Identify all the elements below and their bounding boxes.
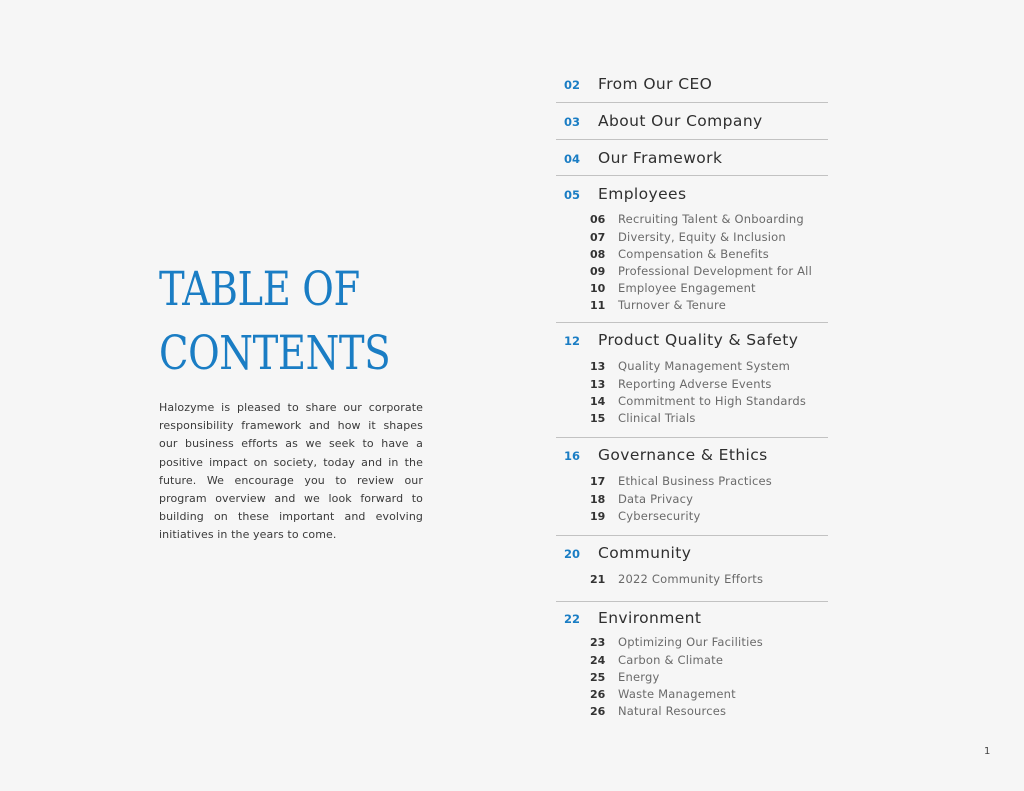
toc-subsection-title[interactable]: Reporting Adverse Events [618,377,772,391]
toc-subsection-title[interactable]: Waste Management [618,687,736,701]
toc-subsection[interactable] [590,394,806,408]
toc-subsection-title[interactable]: Recruiting Talent & Onboarding [618,212,804,226]
toc-section[interactable] [556,149,830,171]
toc-subsection[interactable] [590,298,726,312]
toc-section-heading[interactable] [556,185,830,207]
toc-section-page-number: 04 [564,152,581,166]
toc-subsection-title[interactable]: Cybersecurity [618,509,701,523]
toc-subsection-page-number: 25 [590,671,606,684]
toc-section-title[interactable]: From Our CEO [598,75,713,93]
toc-section-title[interactable]: Our Framework [598,149,723,167]
toc-section-heading[interactable] [556,75,830,97]
toc-section-heading[interactable] [556,331,830,353]
toc-subsection-page-number: 09 [590,265,606,278]
toc-subsection-title[interactable]: Turnover & Tenure [618,298,726,312]
toc-subsection-page-number: 18 [590,493,606,506]
toc-subsection[interactable] [590,572,763,586]
toc-subsection[interactable] [590,509,700,523]
toc-subsection-page-number: 21 [590,573,606,586]
toc-section-heading[interactable] [556,544,830,566]
toc-section[interactable] [556,544,830,586]
section-divider [556,139,828,140]
toc-subsection-page-number: 13 [590,360,606,373]
toc-section-page-number: 20 [564,547,581,561]
toc-subsection-title[interactable]: Optimizing Our Facilities [618,635,763,649]
toc-section-title[interactable]: Product Quality & Safety [598,331,799,349]
toc-subsection-page-number: 26 [590,688,606,701]
toc-subsection-page-number: 26 [590,705,606,718]
toc-subsection[interactable] [590,635,763,649]
toc-section-page-number: 22 [564,612,581,626]
page-title-line-1: TABLE OF [159,262,360,317]
toc-subsection-page-number: 14 [590,395,606,408]
toc-subsection[interactable] [590,492,693,506]
toc-subsection-title[interactable]: Quality Management System [618,359,791,373]
toc-section[interactable] [556,112,830,134]
toc-section-heading[interactable] [556,149,830,171]
toc-subsection[interactable] [590,264,812,278]
toc-subsection-title[interactable]: Compensation & Benefits [618,247,769,261]
toc-subsection-page-number: 07 [590,231,606,244]
toc-subsection-page-number: 24 [590,654,606,667]
toc-subsection-title[interactable]: Commitment to High Standards [618,394,807,408]
toc-section-heading[interactable] [556,112,830,134]
toc-subsection[interactable] [590,281,756,295]
section-divider [556,535,828,536]
page-number: 1 [984,746,991,757]
intro-paragraph: Halozyme is pleased to share our corporate responsibility framework and how it shapes our business efforts as we seek to have a positive impact on society, today and in the future. We encourage you to review our program overview and we look forward to building on these important and evolving initiatives in the years to come. [159,401,423,542]
toc-section[interactable] [556,331,830,425]
toc-subsection-title[interactable]: Professional Development for All [618,264,812,278]
toc-section-heading[interactable] [556,609,830,631]
toc-subsection[interactable] [590,687,736,701]
toc-subsection-title[interactable]: Natural Resources [618,704,727,718]
page-title [159,258,390,386]
toc-subsection[interactable] [590,411,696,425]
toc-section-page-number: 05 [564,188,581,202]
section-divider [556,175,828,176]
toc-subsection-title[interactable]: Ethical Business Practices [618,474,772,488]
section-divider [556,322,828,323]
page-title-line-2: CONTENTS [159,326,391,381]
toc-subsection-title[interactable]: Carbon & Climate [618,653,724,667]
toc-subsection[interactable] [590,474,772,488]
toc-subsection[interactable] [590,670,659,684]
toc-subsection-title[interactable]: Energy [618,670,660,684]
toc-subsection[interactable] [590,212,804,226]
toc-section-title[interactable]: Environment [598,609,702,627]
toc-subsection-title[interactable]: Diversity, Equity & Inclusion [618,230,786,244]
toc-subsection-page-number: 10 [590,282,606,295]
toc-subsection[interactable] [590,247,769,261]
toc-subsection[interactable] [590,704,726,718]
toc-section[interactable] [556,446,830,523]
toc-section-title[interactable]: Community [598,544,692,562]
toc-subsection-page-number: 13 [590,378,606,391]
toc-subsection-page-number: 17 [590,475,606,488]
toc-section[interactable] [556,609,830,718]
section-divider [556,102,828,103]
toc-section-title[interactable]: Governance & Ethics [598,446,768,464]
toc-subsection[interactable] [590,377,772,391]
toc-section-title[interactable]: About Our Company [598,112,763,130]
toc-subsection-title[interactable]: Employee Engagement [618,281,756,295]
toc-subsection-page-number: 08 [590,248,606,261]
toc-subsection-page-number: 06 [590,213,606,226]
toc-subsection-title[interactable]: 2022 Community Efforts [618,572,764,586]
toc-section-page-number: 03 [564,115,581,129]
section-divider [556,601,828,602]
toc-subsection[interactable] [590,230,786,244]
toc-subsection-page-number: 19 [590,510,606,523]
toc-section[interactable] [556,75,830,97]
toc-subsection-page-number: 15 [590,412,606,425]
toc-subsection-title[interactable]: Clinical Trials [618,411,696,425]
section-divider [556,437,828,438]
toc-section-page-number: 02 [564,78,581,92]
toc-section[interactable] [556,185,830,312]
toc-subsection-page-number: 23 [590,636,606,649]
toc-section-page-number: 12 [564,334,581,348]
toc-subsection[interactable] [590,653,723,667]
toc-section-heading[interactable] [556,446,830,468]
toc-section-page-number: 16 [564,449,581,463]
toc-subsection[interactable] [590,359,790,373]
toc-section-title[interactable]: Employees [598,185,687,203]
toc-subsection-title[interactable]: Data Privacy [618,492,694,506]
toc-subsection-page-number: 11 [590,299,606,312]
